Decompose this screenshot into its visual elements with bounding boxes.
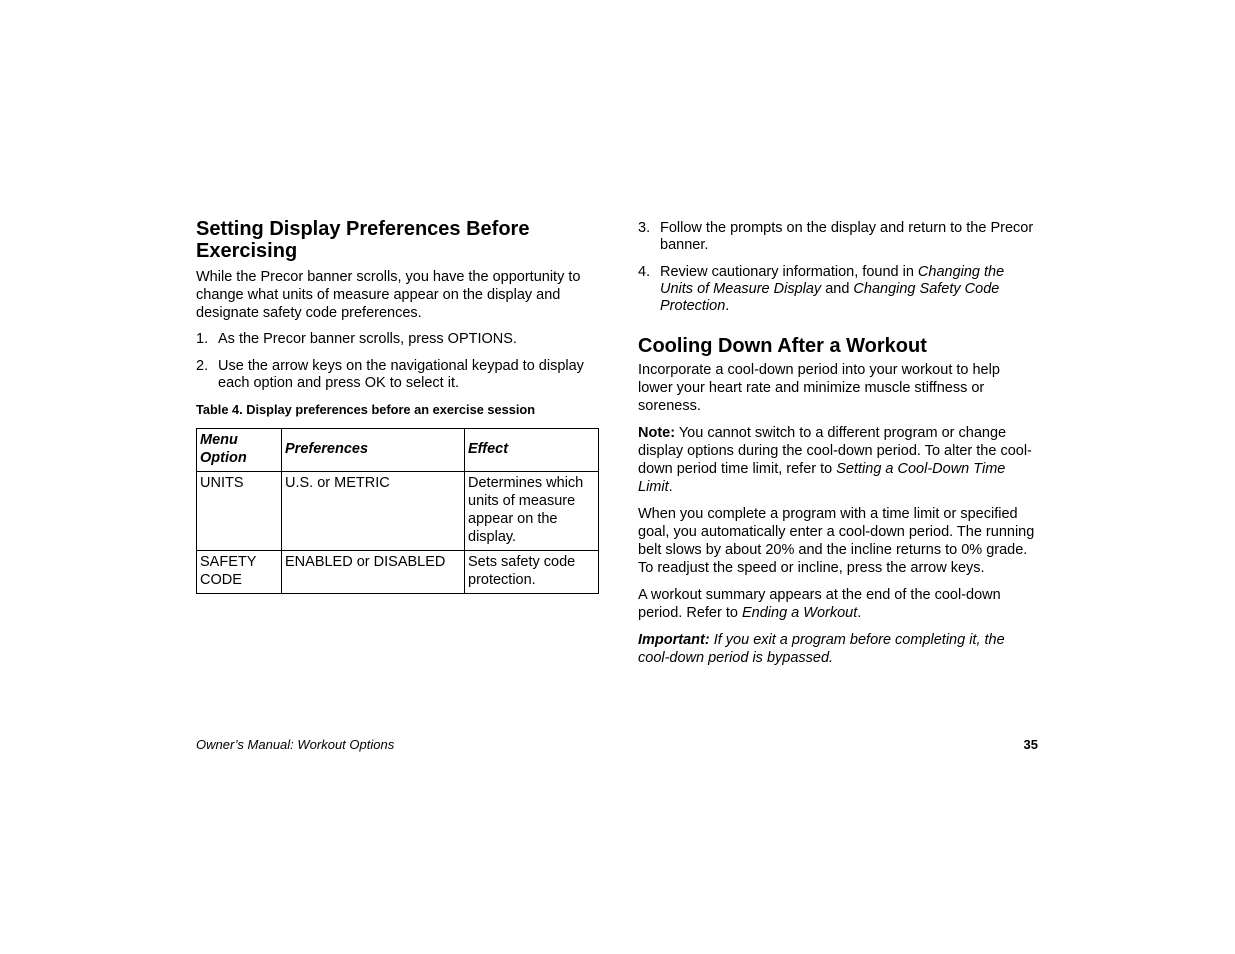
step-text-part: . bbox=[725, 298, 730, 314]
note-label: Note: bbox=[638, 425, 676, 441]
important-text: If you exit a program before completing it, the cool-down period is bypassed. bbox=[638, 632, 1005, 666]
section-heading-cooling-down: Cooling Down After a Workout bbox=[638, 335, 927, 357]
header-menu-option: Menu Option bbox=[197, 429, 282, 472]
summary-text: . bbox=[857, 605, 862, 621]
header-preferences: Preferences bbox=[282, 429, 465, 472]
cooldown-intro: Incorporate a cool-down period into your workout to help lower your heart rate and minimize muscle stiffness or soreness. bbox=[638, 362, 1000, 414]
step-text: Use the arrow keys on the navigational keypad to display each option and press OK to select it. bbox=[218, 358, 584, 391]
footer-title: Owner’s Manual: Workout Options bbox=[196, 737, 395, 752]
header-effect: Effect bbox=[465, 429, 599, 472]
table-cell: Determines which units of measure appear on the display. bbox=[465, 472, 599, 551]
step-number: 2. bbox=[196, 358, 209, 374]
table-cell: Sets safety code protection. bbox=[465, 551, 599, 594]
table-cell: ENABLED or DISABLED bbox=[282, 551, 465, 594]
step-number: 1. bbox=[196, 331, 209, 347]
cooldown-details: When you complete a program with a time limit or specified goal, you automatically enter a cool-down period. The running belt slows by about 20% and the incline returns to 0% grade. To readjust the speed or incline, press the arrow keys. bbox=[638, 506, 1035, 576]
intro-paragraph: While the Precor banner scrolls, you have the opportunity to change what units of measure appear on the display and designate safety code preferences. bbox=[196, 269, 581, 321]
table-caption: Table 4. Display preferences before an exercise session bbox=[196, 402, 536, 417]
step-text: Follow the prompts on the display and return to the Precor banner. bbox=[660, 220, 1034, 253]
table-row bbox=[197, 551, 599, 594]
step-text-part: Review cautionary information, found in bbox=[660, 264, 918, 280]
steps-list bbox=[196, 331, 598, 392]
step-text bbox=[660, 264, 1036, 315]
list-item bbox=[638, 264, 1036, 315]
important-label: Important: bbox=[638, 632, 710, 648]
note-paragraph bbox=[638, 424, 1036, 496]
page-number: 35 bbox=[1023, 737, 1038, 752]
important-paragraph bbox=[638, 631, 1036, 667]
summary-text: A workout summary appears at the end of the cool-down period. Refer to bbox=[638, 587, 1001, 621]
list-item bbox=[196, 331, 598, 348]
note-text: You cannot switch to a different program or change display options during the cool-down period. To alter the cool-down period time limit, refer to bbox=[638, 425, 1032, 477]
step-number: 3. bbox=[638, 220, 651, 236]
list-item bbox=[196, 358, 598, 392]
display-preferences-table bbox=[196, 428, 599, 594]
table-header-row bbox=[197, 429, 599, 472]
step-text: As the Precor banner scrolls, press OPTIONS. bbox=[218, 331, 517, 347]
section-heading-display-preferences: Setting Display Preferences Before Exercising bbox=[196, 218, 530, 262]
cross-reference: Changing Safety Code Protection bbox=[660, 281, 1000, 314]
left-column bbox=[196, 218, 598, 594]
step-text-part: and bbox=[821, 281, 854, 297]
table-cell: SAFETY CODE bbox=[197, 551, 282, 594]
table-cell: UNITS bbox=[197, 472, 282, 551]
right-column bbox=[638, 220, 1036, 667]
note-text: . bbox=[668, 479, 673, 495]
table-row bbox=[197, 472, 599, 551]
steps-list-continued bbox=[638, 220, 1036, 315]
step-number: 4. bbox=[638, 264, 651, 280]
table-cell: U.S. or METRIC bbox=[282, 472, 465, 551]
summary-paragraph bbox=[638, 586, 1036, 622]
cross-reference: Setting a Cool-Down Time Limit bbox=[638, 461, 1006, 495]
cross-reference: Changing the Units of Measure Display bbox=[660, 264, 1005, 297]
cross-reference: Ending a Workout bbox=[741, 605, 858, 621]
list-item bbox=[638, 220, 1036, 254]
